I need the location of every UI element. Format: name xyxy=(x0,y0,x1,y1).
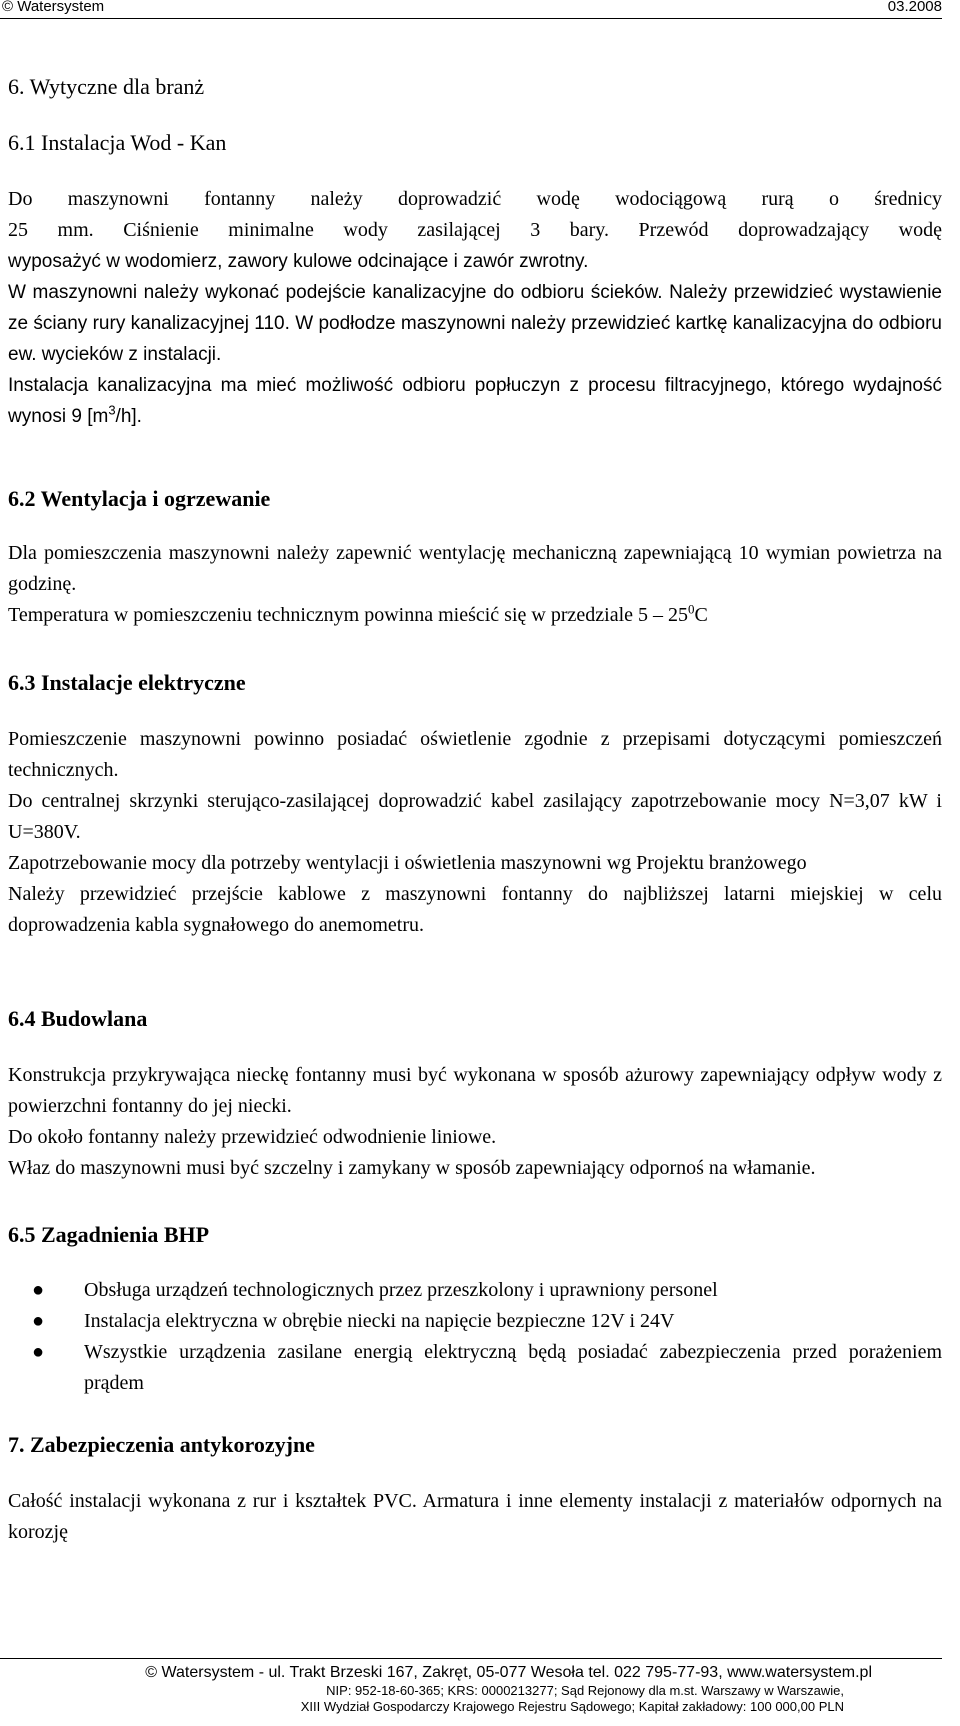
bhp-list xyxy=(8,1275,942,1399)
section-6-3-cable-text: Do centralnej skrzynki sterująco-zasilającej doprowadzić kabel zasilający zapotrzebowanie mocy N=3,07 kW i U=380V. xyxy=(8,790,942,843)
section-6-1-title: 6.1 Instalacja Wod - Kan xyxy=(8,130,227,155)
section-6-3-lighting-text: Pomieszczenie maszynowni powinno posiadać oświetlenie zgodnie z przepisami dotyczącymi pomieszczeń technicznych. xyxy=(8,728,942,781)
section-6-1-filter-text xyxy=(8,370,942,432)
list-item-text: Instalacja elektryczna w obrębie niecki na napięcie bezpieczne 12V i 24V xyxy=(84,1310,675,1332)
footer-capital: XIII Wydział Gospodarczy Krajowego Rejestru Sądowego; Kapitał zakładowy: 100 000,00 PLN xyxy=(300,1699,844,1714)
filter-text-main: Instalacja kanalizacyjna ma mieć możliwość odbioru popłuczyn z procesu filtracyjnego, którego wydajność wynosi 9 [m xyxy=(8,375,942,427)
bullet-icon: ● xyxy=(32,1341,45,1363)
section-6-1-meter-text: wyposażyć w wodomierz, zawory kulowe odcinające i zawór zwrotny. xyxy=(8,251,589,272)
temperature-text-main: Temperatura w pomieszczeniu technicznym powinna mieścić się w przedziale 5 – 25 xyxy=(8,604,688,626)
section-7-title: 7. Zabezpieczenia antykorozyjne xyxy=(8,1432,315,1457)
section-6-2-temperature-text xyxy=(8,600,942,631)
superscript-3: 3 xyxy=(108,402,116,418)
section-6-title: 6. Wytyczne dla branż xyxy=(8,74,205,99)
section-6-1-paragraph-line2: 25 mm. Ciśnienie minimalne wody zasilającej 3 bary. Przewód doprowadzający wodę xyxy=(8,219,942,241)
section-6-4-hatch-text: Właz do maszynowni musi być szczelny i zamykany w sposób zapewniający odpornoś na włamanie. xyxy=(8,1157,816,1179)
section-6-2-title: 6.2 Wentylacja i ogrzewanie xyxy=(8,486,271,511)
filter-text-unit: /h]. xyxy=(115,406,142,427)
section-6-3-power-text: Zapotrzebowanie mocy dla potrzeby wentylacji i oświetlenia maszynowni wg Projektu branżowego xyxy=(8,852,807,874)
bullet-icon: ● xyxy=(32,1310,45,1332)
temperature-unit: C xyxy=(694,604,708,626)
list-item xyxy=(8,1275,942,1306)
section-6-1-sewage-text: W maszynowni należy wykonać podejście kanalizacyjne do odbioru ścieków. Należy przewidzieć wystawienie ze ściany rury kanalizacyjnej 110. W podłodze maszynowni należy przewidzieć kartkę kanalizacyjna do odbioru ew. wycieków z instalacji. xyxy=(8,282,942,365)
footer-registry: NIP: 952-18-60-365; KRS: 0000213277; Sąd Rejonowy dla m.st. Warszawy w Warszawie, xyxy=(326,1683,844,1698)
list-item xyxy=(8,1306,942,1337)
header-divider xyxy=(0,18,942,19)
list-item-text: Wszystkie urządzenia zasilane energią elektryczną będą posiadać zabezpieczenia przed porażeniem prądem xyxy=(84,1341,942,1394)
header-date: 03.2008 xyxy=(887,0,942,15)
section-6-1-paragraph-line1: Do maszynowni fontanny należy doprowadzić wodę wodociągową rurą o średnicy xyxy=(8,188,942,210)
page-header xyxy=(2,0,942,18)
header-copyright: © Watersystem xyxy=(2,0,105,15)
section-6-4-drainage-text: Do około fontanny należy przewidzieć odwodnienie liniowe. xyxy=(8,1126,497,1148)
page-footer xyxy=(0,1658,942,1715)
superscript-0: 0 xyxy=(688,601,695,617)
footer-address: © Watersystem - ul. Trakt Brzeski 167, Zakręt, 05-077 Wesoła tel. 022 795-77-93, www.watersystem.pl xyxy=(145,1664,872,1681)
section-6-3-title: 6.3 Instalacje elektryczne xyxy=(8,670,246,695)
section-6-4-grating-text: Konstrukcja przykrywająca nieckę fontanny musi być wykonana w sposób ażurowy zapewniający odpływ wody z powierzchni fontanny do jej niecki. xyxy=(8,1064,942,1117)
section-6-5-title: 6.5 Zagadnienia BHP xyxy=(8,1222,210,1247)
section-6-3-anemometer-text: Należy przewidzieć przejście kablowe z maszynowni fontanny do najbliższej latarni miejskiej w celu doprowadzenia kabla sygnałowego do anemometru. xyxy=(8,883,942,936)
section-6-2-ventilation-text: Dla pomieszczenia maszynowni należy zapewnić wentylację mechaniczną zapewniającą 10 wymian powietrza na godzinę. xyxy=(8,542,942,595)
list-item-text: Obsługa urządzeń technologicznych przez przeszkolony i uprawniony personel xyxy=(84,1279,718,1301)
section-6-4-title: 6.4 Budowlana xyxy=(8,1006,148,1031)
footer-divider xyxy=(0,1658,942,1659)
bullet-icon: ● xyxy=(32,1279,45,1301)
list-item xyxy=(8,1337,942,1399)
section-7-materials-text: Całość instalacji wykonana z rur i kształtek PVC. Armatura i inne elementy instalacji z materiałów odpornych na korozję xyxy=(8,1490,942,1543)
